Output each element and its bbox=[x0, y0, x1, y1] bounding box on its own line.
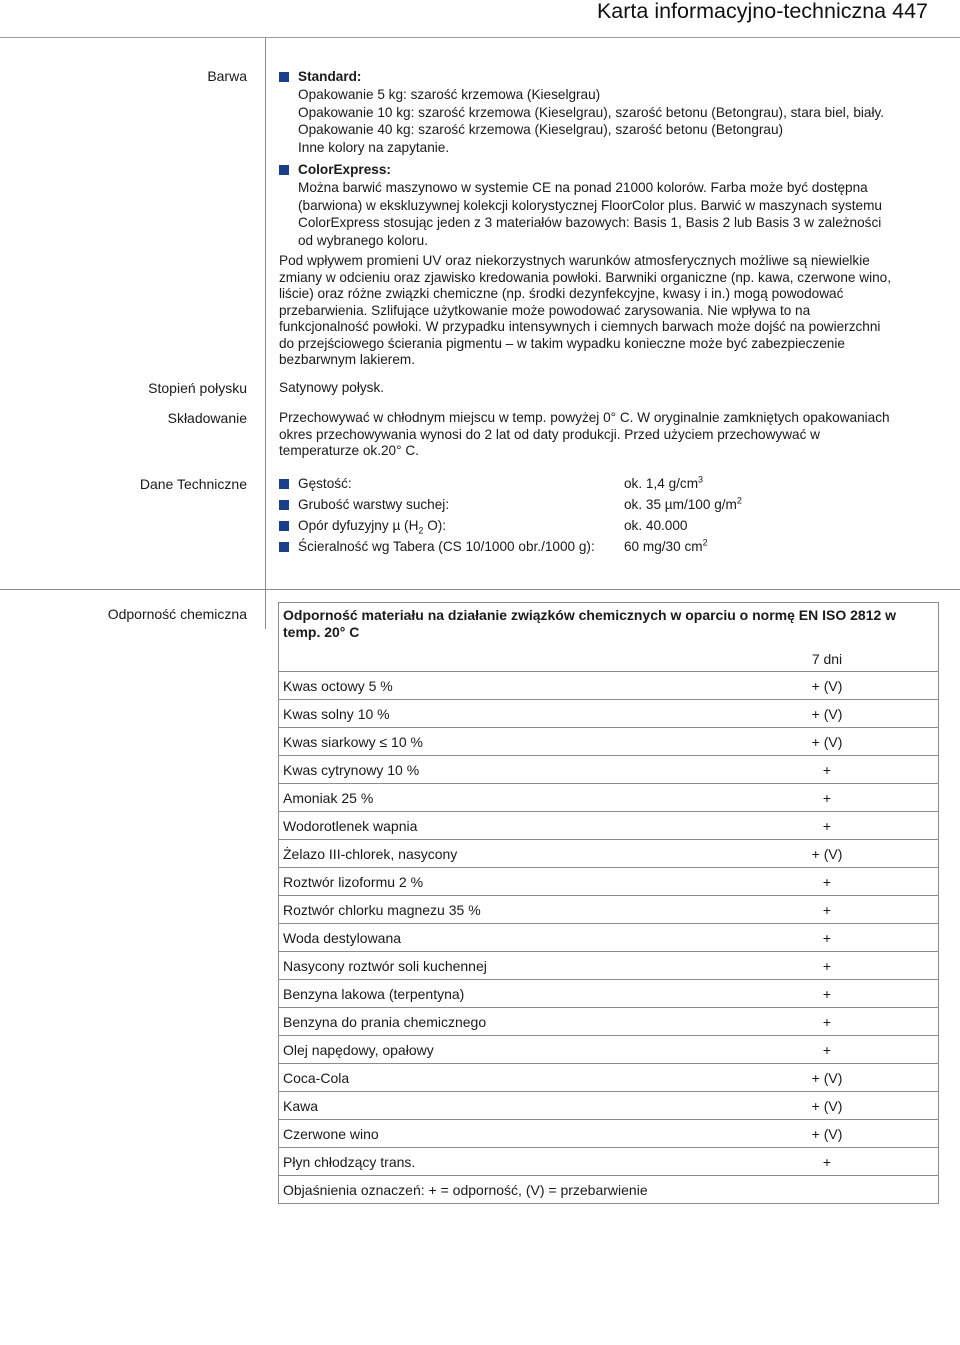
table-row bbox=[279, 1147, 938, 1175]
uv-line: do przejściowego ścierania pigmentu – w takim wypadku konieczne może być zabezpieczenie bbox=[279, 335, 845, 351]
chemical-name: Amoniak 25 % bbox=[283, 790, 374, 806]
tech-key-sub: 2 bbox=[418, 525, 424, 536]
uv-line: funkcjonalność powłoki. W przypadku intensywnych i ciemnych barwach może dojść na powierzchni bbox=[279, 319, 881, 334]
chemical-name: Płyn chłodzący trans. bbox=[283, 1154, 416, 1170]
resistance-value: + bbox=[822, 762, 832, 778]
table-row bbox=[279, 811, 938, 839]
tech-value: ok. 35 µm/100 g/m bbox=[624, 497, 737, 512]
resistance-value: + (V) bbox=[811, 706, 843, 722]
table-row bbox=[279, 699, 938, 727]
colorexpress-line: Można barwić maszynowo w systemie CE na ponad 21000 kolorów. Farba może być dostępna bbox=[298, 179, 868, 195]
bullet-square-icon bbox=[279, 500, 289, 510]
chemical-name: Kwas octowy 5 % bbox=[283, 678, 393, 694]
resistance-value: + bbox=[822, 902, 832, 918]
label-stopien-polysku: Stopień połysku bbox=[148, 380, 247, 396]
uv-line: przebarwienia. Szlifujące użytkowanie może powodować zarysowania. Nie wpływa to na bbox=[279, 302, 811, 318]
chemical-name: Kwas cytrynowy 10 % bbox=[283, 762, 420, 778]
bullet-square-icon bbox=[279, 165, 289, 175]
colorexpress-heading: ColorExpress: bbox=[298, 162, 391, 177]
column-header: 7 dni bbox=[811, 651, 843, 667]
bullet-square-icon bbox=[279, 542, 289, 552]
table-row bbox=[279, 895, 938, 923]
chemical-name: Czerwone wino bbox=[283, 1126, 379, 1142]
resistance-value: + bbox=[822, 930, 832, 946]
resistance-value: + bbox=[822, 790, 832, 806]
chemical-name: Benzyna lakowa (terpentyna) bbox=[283, 986, 465, 1002]
chemical-name: Kawa bbox=[283, 1098, 319, 1114]
resistance-value: + (V) bbox=[811, 846, 843, 862]
standard-line: Opakowanie 5 kg: szarość krzemowa (Kieselgrau) bbox=[298, 86, 601, 102]
section-divider-horizontal bbox=[0, 589, 960, 590]
standard-line: Opakowanie 10 kg: szarość krzemowa (Kieselgrau), szarość betonu (Betongrau), stara biel, biały. bbox=[298, 104, 885, 120]
table-title-line: Odporność materiału na działanie związków chemicznych w oparciu o normę EN ISO 2812 w bbox=[283, 607, 897, 623]
tech-value: ok. 40.000 bbox=[624, 518, 688, 533]
colorexpress-line: ColorExpress stosując jeden z 3 materiałów bazowych: Basis 1, Basis 2 lub Basis 3 w zależności bbox=[298, 215, 882, 231]
table-footnote: Objaśnienia oznaczeń: + = odporność, (V) = przebarwienie bbox=[283, 1182, 648, 1198]
chemical-name: Kwas siarkowy ≤ 10 % bbox=[283, 734, 423, 750]
resistance-value: + (V) bbox=[811, 734, 843, 750]
standard-line: Opakowanie 40 kg: szarość krzemowa (Kieselgrau), szarość betonu (Betongrau) bbox=[298, 122, 784, 138]
resistance-value: + bbox=[822, 1042, 832, 1058]
tech-value: 60 mg/30 cm bbox=[624, 539, 703, 554]
header-divider bbox=[0, 37, 960, 38]
resistance-value: + bbox=[822, 958, 832, 974]
table-row bbox=[279, 1035, 938, 1063]
page-title: Karta informacyjno-techniczna 447 bbox=[596, 0, 928, 23]
bullet-square-icon bbox=[279, 479, 289, 489]
chemical-name: Olej napędowy, opałowy bbox=[283, 1042, 434, 1058]
resistance-value: + bbox=[822, 874, 832, 890]
skladowanie-line: okres przechowywania wynosi do 2 lat od daty produkcji. Przed użyciem przechowywać w bbox=[279, 426, 820, 442]
label-barwa: Barwa bbox=[207, 68, 247, 84]
standard-line: Inne kolory na zapytanie. bbox=[298, 140, 450, 156]
resistance-value: + bbox=[822, 818, 832, 834]
table-row bbox=[279, 923, 938, 951]
table-row bbox=[279, 671, 938, 699]
resistance-value: + bbox=[822, 986, 832, 1002]
table-header-row bbox=[279, 643, 938, 671]
section-divider-vertical-lower bbox=[265, 589, 266, 629]
tech-key-end: O): bbox=[423, 518, 447, 533]
resistance-value: + (V) bbox=[811, 678, 843, 694]
resistance-value: + (V) bbox=[811, 1126, 843, 1142]
chemical-name: Coca-Cola bbox=[283, 1070, 350, 1086]
table-title-line: temp. 20° C bbox=[283, 624, 360, 640]
label-dane-techniczne: Dane Techniczne bbox=[139, 476, 247, 492]
tech-value-sup: 3 bbox=[698, 474, 704, 485]
colorexpress-line: (barwiona) w ekskluzywnej kolekcji kolorystycznej FloorColor plus. Barwić w maszynach systemu bbox=[298, 197, 882, 213]
tech-value-sup: 2 bbox=[702, 537, 708, 548]
skladowanie-line: Przechowywać w chłodnym miejscu w temp. powyżej 0° C. W oryginalnie zamkniętych opakowaniach bbox=[279, 410, 890, 425]
chemical-name: Żelazo III-chlorek, nasycony bbox=[283, 846, 458, 862]
tech-value-sup: 2 bbox=[736, 495, 742, 506]
tech-key: Gęstość: bbox=[298, 476, 352, 491]
chemical-name: Roztwór lizoformu 2 % bbox=[283, 874, 424, 890]
chemical-name: Benzyna do prania chemicznego bbox=[283, 1014, 487, 1030]
tech-key: Opór dyfuzyjny µ (H bbox=[298, 518, 419, 533]
table-row bbox=[279, 867, 938, 895]
uv-paragraph bbox=[279, 253, 929, 369]
standard-heading: Standard: bbox=[298, 69, 362, 84]
label-skladowanie: Składowanie bbox=[167, 410, 247, 426]
table-footnote-row bbox=[279, 1175, 938, 1203]
table-row bbox=[279, 727, 938, 755]
chemical-name: Roztwór chlorku magnezu 35 % bbox=[283, 902, 481, 918]
table-row bbox=[279, 1119, 938, 1147]
section-divider-vertical bbox=[265, 38, 266, 590]
table-row bbox=[279, 755, 938, 783]
table-row bbox=[279, 951, 938, 979]
colorexpress-line: od wybranego koloru. bbox=[298, 233, 428, 249]
table-row bbox=[279, 783, 938, 811]
uv-line: bezbarwnym lakierem. bbox=[279, 352, 415, 367]
bullet-square-icon bbox=[279, 72, 289, 82]
chemical-name: Wodorotlenek wapnia bbox=[283, 818, 418, 834]
page-header bbox=[0, 0, 960, 38]
tech-key: Ścieralność wg Tabera (CS 10/1000 obr./1000 g): bbox=[298, 539, 595, 554]
tech-data-list bbox=[279, 476, 929, 566]
bullet-square-icon bbox=[279, 521, 289, 531]
resistance-value: + bbox=[822, 1014, 832, 1030]
resistance-value: + bbox=[822, 1154, 832, 1170]
stopien-text: Satynowy połysk. bbox=[279, 380, 385, 395]
uv-line: Pod wpływem promieni UV oraz niekorzystnych warunków atmosferycznych możliwe są niewielkie bbox=[279, 253, 870, 268]
resistance-value: + (V) bbox=[811, 1098, 843, 1114]
table-title bbox=[279, 603, 938, 643]
table-row bbox=[279, 1063, 938, 1091]
tech-value: ok. 1,4 g/cm bbox=[624, 476, 699, 491]
chemical-name: Nasycony roztwór soli kuchennej bbox=[283, 958, 487, 974]
chemical-name: Woda destylowana bbox=[283, 930, 402, 946]
barwa-colorexpress bbox=[279, 161, 929, 250]
table-row bbox=[279, 839, 938, 867]
table-row bbox=[279, 1007, 938, 1035]
resistance-value: + (V) bbox=[811, 1070, 843, 1086]
tech-key: Grubość warstwy suchej: bbox=[298, 497, 450, 512]
label-odpornosc-chemiczna: Odporność chemiczna bbox=[107, 606, 247, 622]
uv-line: liście) oraz różne związki chemiczne (np. środki dezynfekcyjne, kwasy i in.) mogą powodować bbox=[279, 286, 844, 301]
barwa-standard bbox=[279, 68, 929, 157]
skladowanie-line: temperaturze ok.20° C. bbox=[279, 443, 419, 458]
skladowanie-paragraph bbox=[279, 410, 929, 460]
chemical-resistance-table bbox=[278, 602, 939, 1204]
uv-line: zmiany w odcieniu oraz zjawisko kredowania powłoki. Barwniki organiczne (np. kawa, czerwone wino, bbox=[279, 269, 891, 285]
table-row bbox=[279, 1091, 938, 1119]
table-row bbox=[279, 979, 938, 1007]
chemical-name: Kwas solny 10 % bbox=[283, 706, 390, 722]
